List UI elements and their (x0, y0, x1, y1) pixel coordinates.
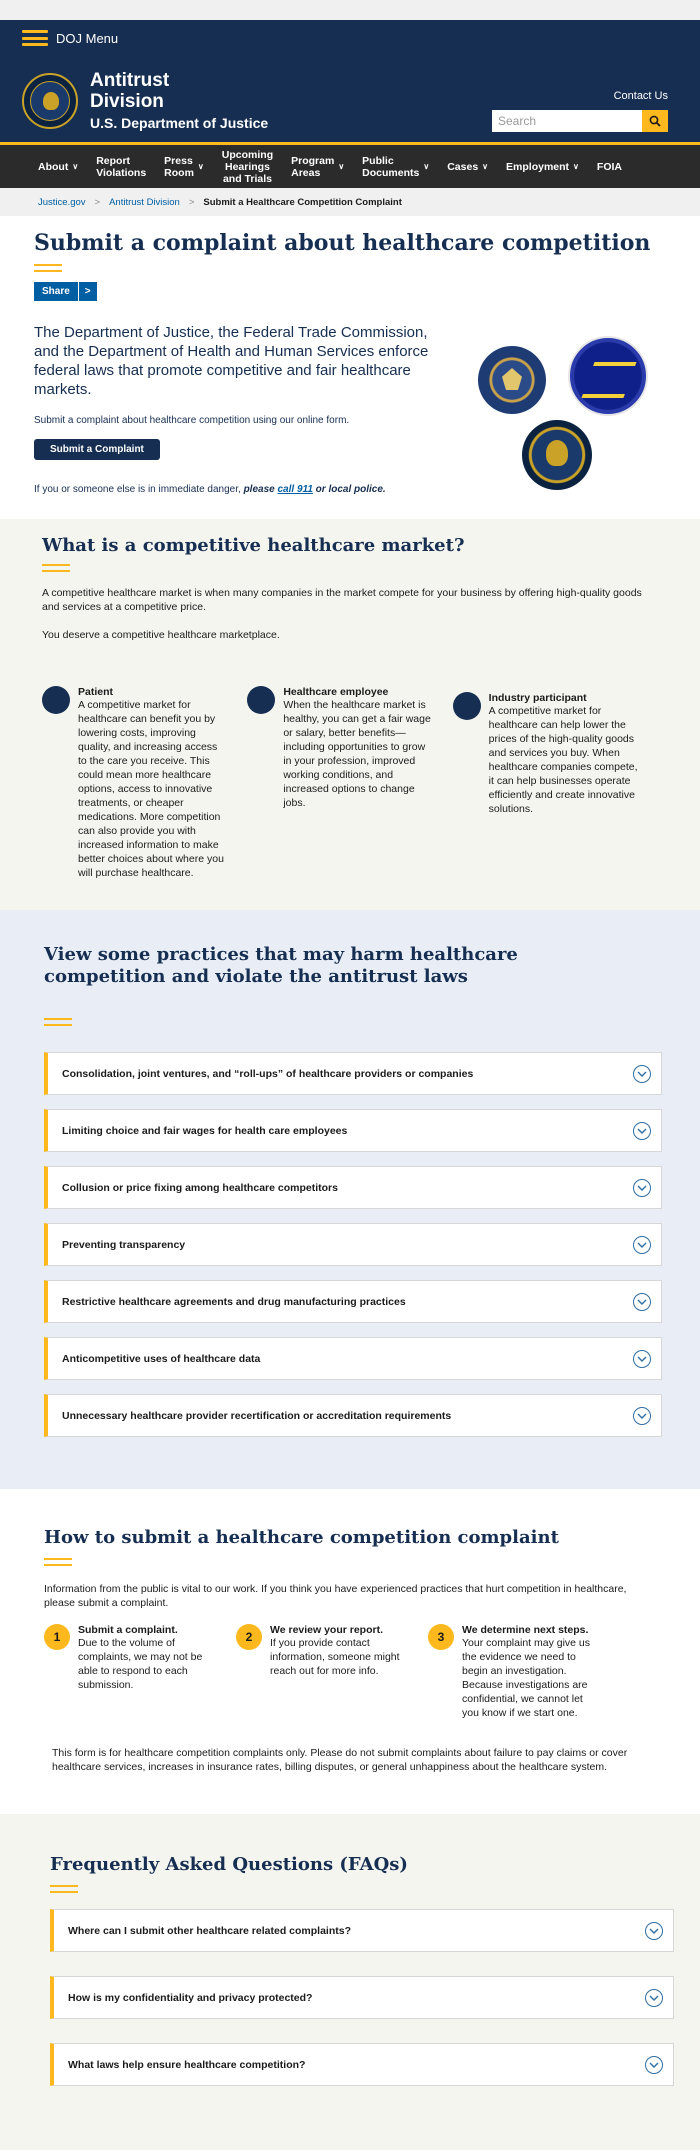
nav-foia[interactable]: FOIA (596, 160, 622, 173)
title-accent (44, 1018, 72, 1026)
share-button[interactable]: Share (34, 282, 78, 301)
chevron-down-icon: ∨ (573, 161, 579, 171)
agency-logos (470, 336, 650, 506)
hhs-seal-icon (568, 336, 648, 416)
card-healthcare-employee (247, 686, 452, 880)
accordion-healthcare-data[interactable] (44, 1337, 662, 1380)
accordion-restrictive-agreements[interactable] (44, 1280, 662, 1323)
breadcrumb-current: Submit a Healthcare Competition Complaint (203, 196, 402, 208)
market-title: What is a competitive healthcare market? (42, 535, 465, 556)
nav-program-areas[interactable]: Program Areas ∨ (291, 154, 345, 179)
accordion-transparency[interactable] (44, 1223, 662, 1266)
chevron-down-icon: ∨ (72, 161, 79, 171)
employee-icon (247, 686, 275, 714)
step-text: Due to the volume of complaints, we may not be able to respond to each submission. (78, 1637, 203, 1691)
page-title: Submit a complaint about healthcare competition (34, 230, 651, 256)
doj-menu-button[interactable] (22, 30, 118, 46)
doj-seal-icon (22, 73, 78, 129)
nav-upcoming-hearings[interactable]: Upcoming Hearings and Trials (221, 148, 274, 185)
hero-section (0, 216, 700, 519)
card-text: A competitive market for healthcare can benefit you by lowering costs, improving quality, and increasing access to the care you receive. This could mean more healthcare options, access to innovative treatments, or cheaper medications. More competition can also provide you with increased information to make better choices about where you will purchase healthcare. (78, 699, 224, 879)
faq-confidentiality[interactable] (50, 1976, 674, 2019)
breadcrumb-home[interactable]: Justice.gov (38, 196, 86, 208)
breadcrumb-separator: > (188, 196, 195, 208)
chevron-down-icon (645, 1922, 663, 1940)
card-text: A competitive market for healthcare can help lower the prices of the high-quality goods and services you buy. When healthcare companies compete, it can help businesses operate efficiently and create innovative solutions. (488, 705, 638, 815)
nav-press-room[interactable]: Press Room ∨ (164, 154, 204, 179)
howto-section (0, 1489, 700, 1814)
market-section (0, 519, 700, 910)
step-text: Your complaint may give us the evidence we need to begin an investigation. Because investigations are confidential, we cannot let you know if we start one. (462, 1637, 591, 1719)
chevron-down-icon (645, 2056, 663, 2074)
accordion-label: Preventing transparency (62, 1238, 186, 1251)
market-paragraph-2: You deserve a competitive healthcare marketplace. (42, 629, 280, 641)
search-icon (649, 115, 661, 127)
accordion-recertification[interactable] (44, 1394, 662, 1437)
chevron-down-icon: ∨ (197, 161, 204, 171)
faq-other-complaints[interactable] (50, 1909, 674, 1952)
practices-title: View some practices that may harm healthcare competition and violate the antitrust laws (44, 944, 518, 987)
card-patient (42, 686, 247, 880)
accordion-label: Collusion or price fixing among healthcare competitors (62, 1181, 338, 1194)
call-911-link[interactable]: call 911 (277, 484, 313, 495)
nav-report-violations[interactable]: Report Violations (96, 154, 147, 179)
search-button[interactable] (642, 110, 668, 132)
faq-title: Frequently Asked Questions (FAQs) (50, 1854, 408, 1875)
title-accent (44, 1558, 72, 1566)
accordion-label: Limiting choice and fair wages for health care employees (62, 1124, 348, 1137)
step-2 (236, 1624, 428, 1720)
accordion-label: Restrictive healthcare agreements and drug manufacturing practices (62, 1295, 406, 1308)
industry-icon (453, 692, 481, 720)
chevron-down-icon (633, 1293, 651, 1311)
hero-intro: The Department of Justice, the Federal Trade Commission, and the Department of Health and Human Services enforce federal laws that promote competitive and fair healthcare markets. (34, 324, 429, 398)
search-input[interactable] (492, 110, 642, 132)
top-strip (0, 0, 700, 20)
step-1 (44, 1624, 236, 1720)
site-header (0, 20, 700, 142)
faq-section (0, 1814, 700, 2150)
submit-complaint-button[interactable]: Submit a Complaint (34, 439, 160, 460)
chevron-down-icon: ∨ (423, 161, 430, 171)
chevron-down-icon (633, 1350, 651, 1368)
chevron-down-icon: ∨ (482, 161, 489, 171)
brand-subtitle: U.S. Department of Justice (90, 115, 269, 131)
site-brand[interactable] (22, 70, 268, 131)
howto-title: How to submit a healthcare competition complaint (44, 1527, 559, 1548)
brand-title-line1: Antitrust (90, 70, 170, 91)
card-industry-participant (453, 692, 658, 880)
chevron-down-icon (633, 1065, 651, 1083)
share-control (34, 282, 666, 301)
chevron-down-icon (633, 1122, 651, 1140)
nav-public-documents[interactable]: Public Documents ∨ (362, 154, 430, 179)
title-accent (50, 1885, 78, 1893)
card-text: When the healthcare market is healthy, you can get a fair wage or salary, better benefits—including opportunities to grow in your profession, improved working conditions, and increased options to change jobs. (283, 699, 431, 809)
accordion-label: How is my confidentiality and privacy protected? (68, 1991, 313, 2004)
ftc-seal-icon (478, 346, 546, 414)
howto-note: This form is for healthcare competition complaints only. Please do not submit complaints about failure to pay claims or cover healthcare services, increases in insurance rates, billing disputes, or general unhappiness about the healthcare system. (52, 1747, 628, 1773)
chevron-down-icon (633, 1236, 651, 1254)
breadcrumb-separator: > (94, 196, 101, 208)
doj-menu-label: DOJ Menu (56, 30, 119, 46)
accordion-consolidation[interactable] (44, 1052, 662, 1095)
breadcrumb (0, 188, 700, 216)
step-number: 1 (44, 1624, 70, 1650)
card-title: Healthcare employee (283, 686, 389, 698)
practices-section (0, 910, 700, 1489)
step-title: Submit a complaint. (78, 1624, 178, 1636)
accordion-label: Anticompetitive uses of healthcare data (62, 1352, 261, 1365)
step-title: We determine next steps. (462, 1624, 589, 1636)
doj-seal-icon (522, 420, 592, 490)
step-number: 3 (428, 1624, 454, 1650)
title-accent (42, 564, 70, 572)
market-paragraph-1: A competitive healthcare market is when many companies in the market compete for your business by offering high-quality goods and services at a competitive price. (42, 587, 642, 613)
step-3 (428, 1624, 620, 1720)
nav-employment[interactable]: Employment ∨ (506, 160, 579, 173)
step-title: We review your report. (270, 1624, 384, 1636)
step-number: 2 (236, 1624, 262, 1650)
chevron-down-icon (633, 1407, 651, 1425)
accordion-label: Unnecessary healthcare provider recertification or accreditation requirements (62, 1409, 452, 1422)
accordion-collusion[interactable] (44, 1166, 662, 1209)
accordion-label: What laws help ensure healthcare competition? (68, 2058, 306, 2071)
hero-subtext: Submit a complaint about healthcare competition using our online form. (34, 415, 350, 426)
patient-icon (42, 686, 70, 714)
search-form (492, 110, 668, 132)
card-title: Industry participant (488, 692, 587, 704)
share-expand-button[interactable]: > (79, 282, 97, 301)
howto-intro: Information from the public is vital to our work. If you think you have experienced practices that hurt competition in healthcare, please submit a complaint. (44, 1583, 627, 1609)
accordion-label: Consolidation, joint ventures, and “roll-ups” of healthcare providers or companies (62, 1067, 474, 1080)
breadcrumb-section[interactable]: Antitrust Division (109, 196, 180, 208)
title-accent (34, 264, 62, 272)
chevron-down-icon: ∨ (338, 161, 345, 171)
danger-notice: If you or someone else is in immediate danger, please call 911 or local police. (34, 484, 386, 495)
chevron-down-icon (633, 1179, 651, 1197)
contact-us-link[interactable]: Contact Us (613, 90, 668, 102)
brand-title-line2: Division (90, 91, 164, 112)
chevron-down-icon (645, 1989, 663, 2007)
faq-laws[interactable] (50, 2043, 674, 2086)
card-title: Patient (78, 686, 114, 698)
main-nav (0, 142, 700, 188)
nav-about[interactable]: About ∨ (38, 160, 79, 173)
nav-cases[interactable]: Cases ∨ (447, 160, 489, 173)
hamburger-icon (22, 30, 48, 46)
step-text: If you provide contact information, someone might reach out for more info. (270, 1637, 400, 1677)
accordion-label: Where can I submit other healthcare related complaints? (68, 1924, 351, 1937)
accordion-limiting-choice[interactable] (44, 1109, 662, 1152)
